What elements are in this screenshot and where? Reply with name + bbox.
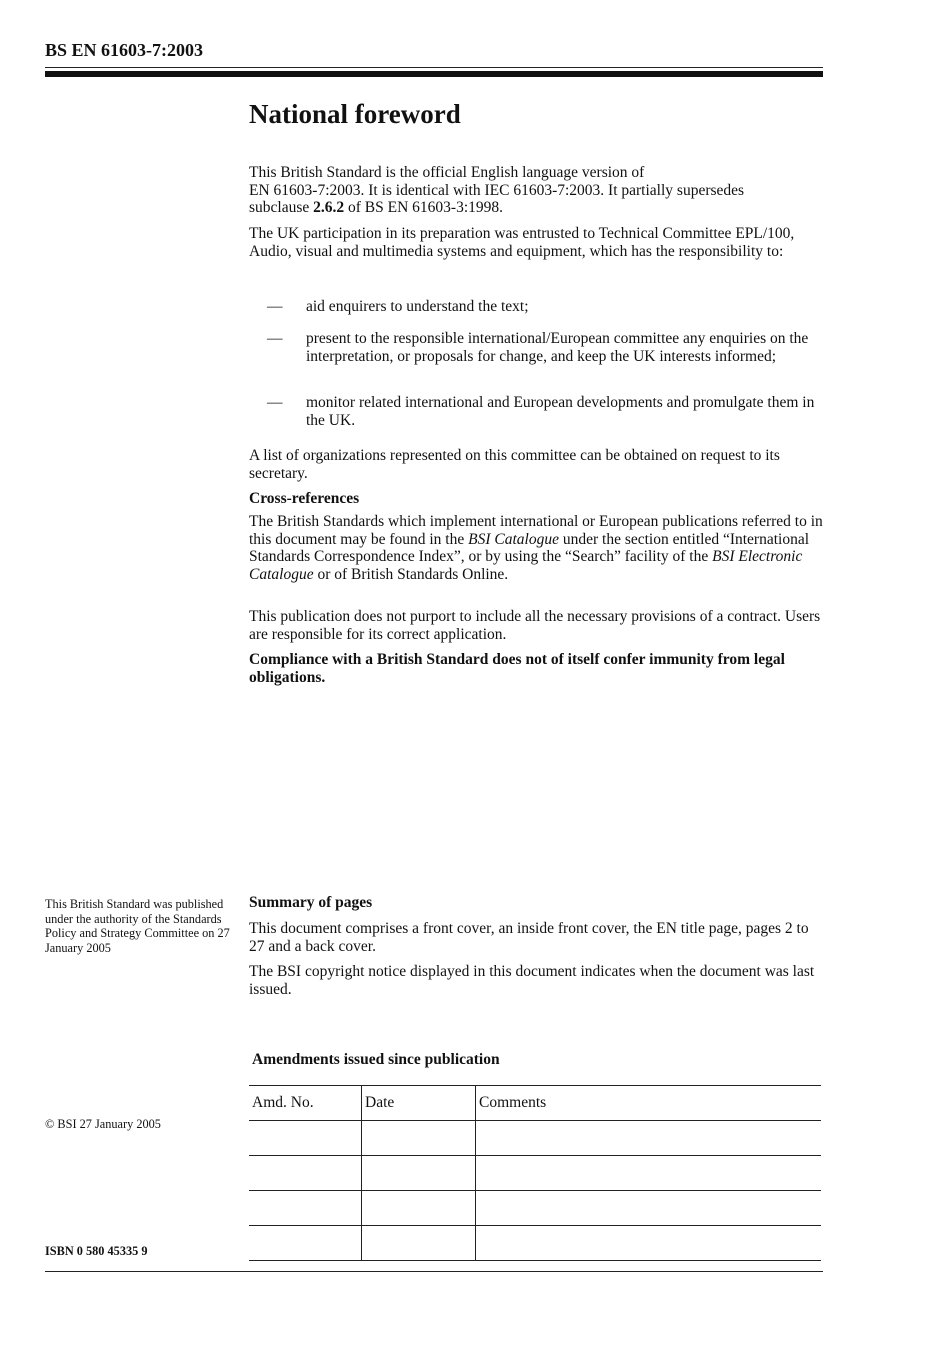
summary-paragraph: This document comprises a front cover, an inside front cover, the EN title page, pages 2 to 27 and a back cover. <box>249 920 809 955</box>
isbn: ISBN 0 580 45335 9 <box>45 1244 148 1258</box>
subclause-ref: 2.6.2 <box>313 199 345 217</box>
table-row <box>249 1226 821 1261</box>
copyright-notice-paragraph: The BSI copyright notice displayed in this document indicates when the document was last issued. <box>249 963 815 998</box>
bsi-catalogue-ref: BSI Catalogue <box>468 530 559 548</box>
participation-paragraph: The UK participation in its preparation was entrusted to Technical Committee EPL/100, Audio, visual and multimedia systems and equipment, which has the responsibility to: <box>249 225 795 260</box>
list-item-text: present to the responsible international/European committee any enquiries on the interpretation, or proposals for change, and keep the UK interests informed; <box>306 330 809 365</box>
list-item-text: monitor related international and European developments and promulgate them in the UK. <box>306 394 815 429</box>
page-title: National foreword <box>249 99 461 129</box>
cross-references-paragraph: The British Standards which implement international or European publications referred to in this document may be found in the BSI Catalogue under the section entitled “International Standards Correspondence Index”, or by using the “Search” facility of the BSI Electronic Catalogue or of British Standards Online. <box>249 513 823 583</box>
table-row <box>249 1156 821 1191</box>
footer-rule <box>45 1271 823 1272</box>
list-dash: — <box>267 298 283 315</box>
intro-line-3: subclause 2.6.2 of BS EN 61603-3:1998. <box>249 199 504 217</box>
provisions-paragraph: This publication does not purport to include all the necessary provisions of a contract. Users are responsible for its correct application. <box>249 608 821 643</box>
table-row <box>249 1121 821 1156</box>
document-identifier: BS EN 61603-7:2003 <box>45 40 204 60</box>
list-dash: — <box>267 394 283 411</box>
copyright-line: © BSI 27 January 2005 <box>45 1117 161 1131</box>
summary-heading: Summary of pages <box>249 894 373 911</box>
column-header-amd-no: Amd. No. <box>249 1086 362 1121</box>
amendments-table <box>249 1085 821 1261</box>
organizations-paragraph: A list of organizations represented on this committee can be obtained on request to its secretary. <box>249 447 780 482</box>
publication-authority-note: This British Standard was published under the authority of the Standards Policy and Strategy Committee on 27 January 2005 <box>45 897 230 955</box>
compliance-statement: Compliance with a British Standard does not of itself confer immunity from legal obligations. <box>249 651 785 686</box>
amendments-title: Amendments issued since publication <box>252 1051 500 1068</box>
list-dash: — <box>267 330 283 347</box>
header-thin-rule <box>45 67 823 68</box>
bsi-electronic-catalogue-ref: BSI Electronic Catalogue <box>249 548 803 583</box>
intro-line-1: This British Standard is the official English language version of <box>249 164 645 181</box>
intro-paragraph <box>249 164 824 217</box>
list-item-text: aid enquirers to understand the text; <box>306 298 529 315</box>
cross-references-heading: Cross-references <box>249 490 360 507</box>
table-row <box>249 1191 821 1226</box>
column-header-comments: Comments <box>476 1086 822 1121</box>
column-header-date: Date <box>362 1086 476 1121</box>
table-header-row <box>249 1086 821 1121</box>
intro-line-2: EN 61603-7:2003. It is identical with IEC 61603-7:2003. It partially supersedes <box>249 181 745 199</box>
header-thick-rule <box>45 71 823 77</box>
